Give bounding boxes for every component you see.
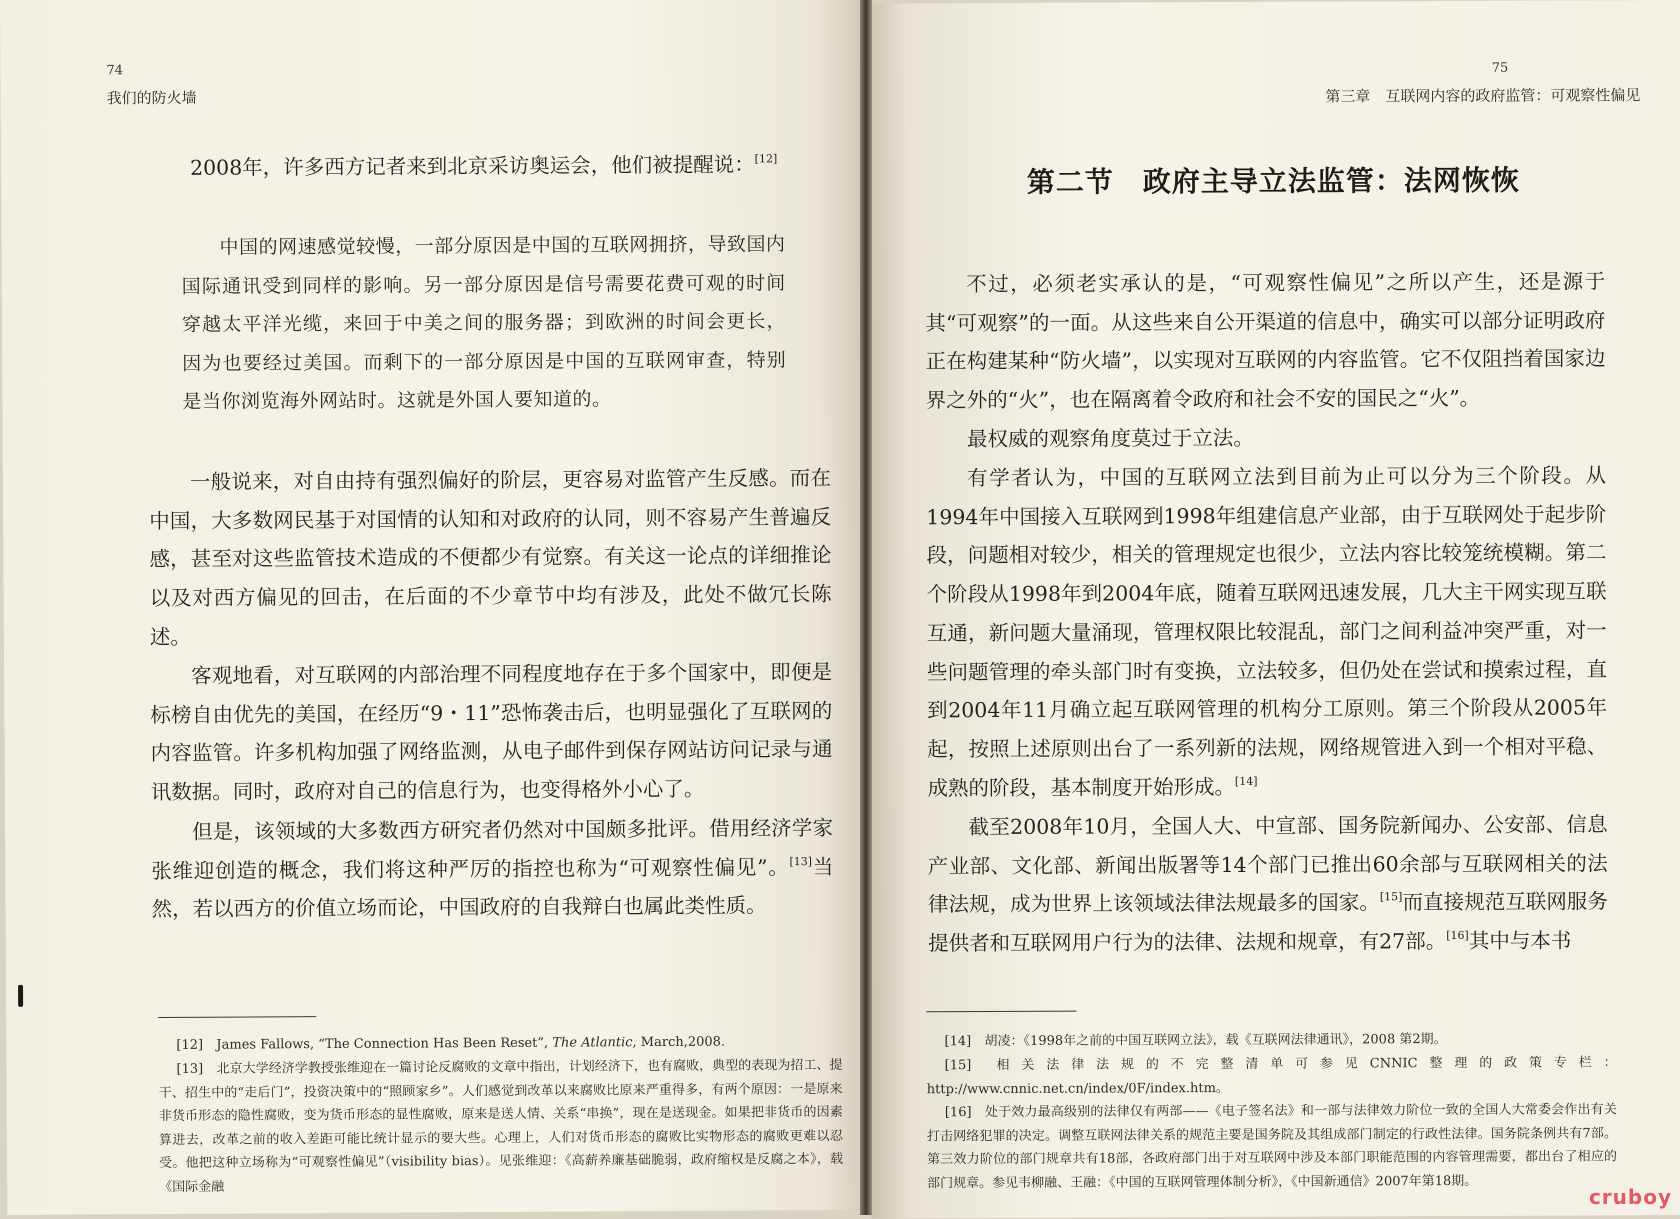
footnote-rule: [158, 1016, 316, 1018]
page-number: 74: [106, 63, 124, 79]
paragraph-text: 但是，该领域的大多数西方研究者仍然对中国颇多批评。借用经济学家张维迎创造的概念，我们将这种严厉的指控也称为“可观察性偏见”。: [151, 815, 834, 883]
footnote-marker: [12]: [176, 1037, 204, 1053]
footnote-text: 相关法律法规的不完整清单可参见CNNIC整理的政策专栏：http://www.cnnic.net.cn/index/0F/index.htm。: [926, 1055, 1617, 1097]
paragraph-text: 有学者认为，中国的互联网立法到目前为止可以分为三个阶段。从1994年中国接入互联网到1998年组建信息产业部，由于互联网处于起步阶段，问题相对较少，相关的管理规定也很少，立法内容比较笼统模糊。第二个阶段从1998年到2004年底，随着互联网迅速发展，几大主干网实现互联互通，新问题大量涌现，管理权限比较混乱，部门之间利益冲突严重，对一些问题管理的牵头部门时有变换，立法较多，但仍处在尝试和摸索过程，直到2004年11月确立起互联网管理的机构分工原则。第三个阶段从2005年起，按照上述原则出台了一系列新的法规，网络规管进入到一个相对平稳、成熟的阶段，基本制度开始形成。: [926, 463, 1608, 800]
footnote-15: [927, 1051, 1617, 1101]
running-head: 第三章 互联网内容的政府监管：可观察性偏见: [1325, 86, 1641, 106]
right-page: [866, 0, 1680, 1219]
paragraph-text: 其中与本书: [1468, 928, 1572, 954]
footnote-text: 处于效力最高级别的法律仅有两部——《电子签名法》和一部与法律效力阶位一致的全国人大常委会作出有关打击网络犯罪的决定。调整互联网法律关系的规范主要是国务院及其组成部门制定的行政性法律。国务院条例共有7部。第三效力阶位的部门规章共有18部，各政府部门出于对互联网中涉及本部门职能范围的内容管理需要，都出台了相应的部门规章。参见韦柳融、王融：《中国的互联网管理体制分析》，《中国新通信》2007年第18期。: [926, 1102, 1618, 1191]
paragraph-text: 而直接规范互联网服务提供者和互联网用户行为的法律、法规和规章，有27部。: [928, 889, 1609, 956]
footnote-14: [926, 1027, 1616, 1054]
footnote-text: James Fallows, “The Connection Has Been Reset”,: [216, 1035, 553, 1053]
body-paragraph: 客观地看，对互联网的内部治理不同程度地存在于多个国家中，即便是标榜自由优先的美国，在经历“9・11”恐怖袭击后，也明显强化了互联网的内容监管。许多机构加强了网络监测，从电子邮件到保存网站访问记录与通讯数据。同时，政府对自己的信息行为，也变得格外小心了。: [150, 659, 833, 805]
footnote-marker: [14]: [944, 1034, 972, 1050]
body-paragraph: 最权威的观察角度莫过于立法。: [966, 425, 1254, 452]
body-paragraph: [926, 456, 1608, 807]
footnote-ref: [15]: [1379, 890, 1403, 904]
footnote-marker: [13]: [176, 1061, 204, 1077]
footnote-16: [927, 1098, 1617, 1195]
footnote-ref: [13]: [789, 854, 813, 868]
body-paragraph: [928, 805, 1609, 963]
footnote-ref: [12]: [754, 152, 778, 166]
footnote-text: , March,2008.: [632, 1034, 726, 1051]
block-quote: 中国的网速感觉较慢，一部分原因是中国的互联网拥挤，导致国内国际通讯受到同样的影响。另一部分原因是信号需要花费可观的时间穿越太平洋光缆，来回于中美之间的服务器；到欧洲的时间会更长，因为也要经过美国。而剩下的一部分原因是中国的互联网审查，特别是当你浏览海外网站时。这就是外国人要知道的。: [181, 233, 787, 413]
intro-paragraph: [149, 145, 799, 188]
footnote-ref: [14]: [1234, 774, 1258, 788]
footnote-12: [158, 1030, 842, 1058]
paragraph-text: 截至2008年10月，全国人大、中宣部、国务院新闻办、公安部、信息产业部、文化部、新闻出版署等14个部门已推出60余部与互联网相关的法律法规，成为世界上该领域法律法规最多的国家。: [927, 812, 1608, 917]
watermark: cruboy: [1588, 1185, 1672, 1209]
footnote-rule: [926, 1011, 1076, 1013]
paragraph-text: 当然，若以西方的价值立场而论，中国政府的自我辩白也属此类性质。: [151, 854, 834, 922]
body-paragraph: 不过，必须老实承认的是，“可观察性偏见”之所以产生，还是源于其“可观察”的一面。从这些来自公开渠道的信息中，确实可以部分证明政府正在构建某种“防火墙”，以实现对互联网的内容监管。它不仅阻挡着国家边界之外的“火”，也在隔离着令政府和社会不安的国民之“火”。: [925, 269, 1606, 413]
page-number: 75: [1491, 60, 1509, 76]
footnote-ref: [16]: [1446, 929, 1469, 943]
footnote-marker: [16]: [944, 1105, 972, 1121]
running-head: 我们的防火墙: [106, 88, 197, 108]
book-spine: [860, 0, 872, 1215]
body-paragraph: 一般说来，对自由持有强烈偏好的阶层，更容易对监管产生反感。而在中国，大多数网民基于对国情的认知和对政府的认同，则不容易产生普遍反感，甚至对这些监管技术造成的不便都少有觉察。有关这一论点的详细推论以及对西方偏见的回击，在后面的不少章节中均有涉及，此处不做冗长陈述。: [149, 465, 832, 649]
intro-text: 2008年，许多西方记者来到北京采访奥运会，他们被提醒说：: [189, 152, 755, 180]
section-title: 第二节 政府主导立法监管：法网恢恢: [1026, 163, 1520, 199]
footnote-text: 北京大学经济学教授张维迎在一篇讨论反腐败的文章中指出，计划经济下，也有腐败，典型的表现为招工、提干、招生中的“走后门”，投资决策中的“照顾家乡”。人们感觉到改革以来腐败比原来严重得多，有两个原因：一是原来非货币形态的隐性腐败，变为货币形态的显性腐败，原来是送人情、关系“串换”，现在是送现金。如果把非货币的因素算进去，改革之前的收入差距可能比统计显示的要大些。心理上，人们对货币形态的腐败比实物形态的腐败更难以忍受。他把这种立场称为“可观察性偏见”（visibility bias）。见张维迎：《高薪养廉基础脆弱，政府缩权是反腐之本》，载《国际金融: [158, 1057, 844, 1195]
footnote-marker: [15]: [944, 1058, 972, 1074]
footnote-13: [158, 1054, 843, 1199]
page-edge-mark: [18, 985, 23, 1007]
body-paragraph: [151, 809, 834, 929]
footnote-journal: The Atlantic: [552, 1035, 633, 1051]
footnote-text: 胡凌：《1998年之前的中国互联网立法》，载《互联网法律通讯》，2008 第2期。: [984, 1032, 1447, 1050]
